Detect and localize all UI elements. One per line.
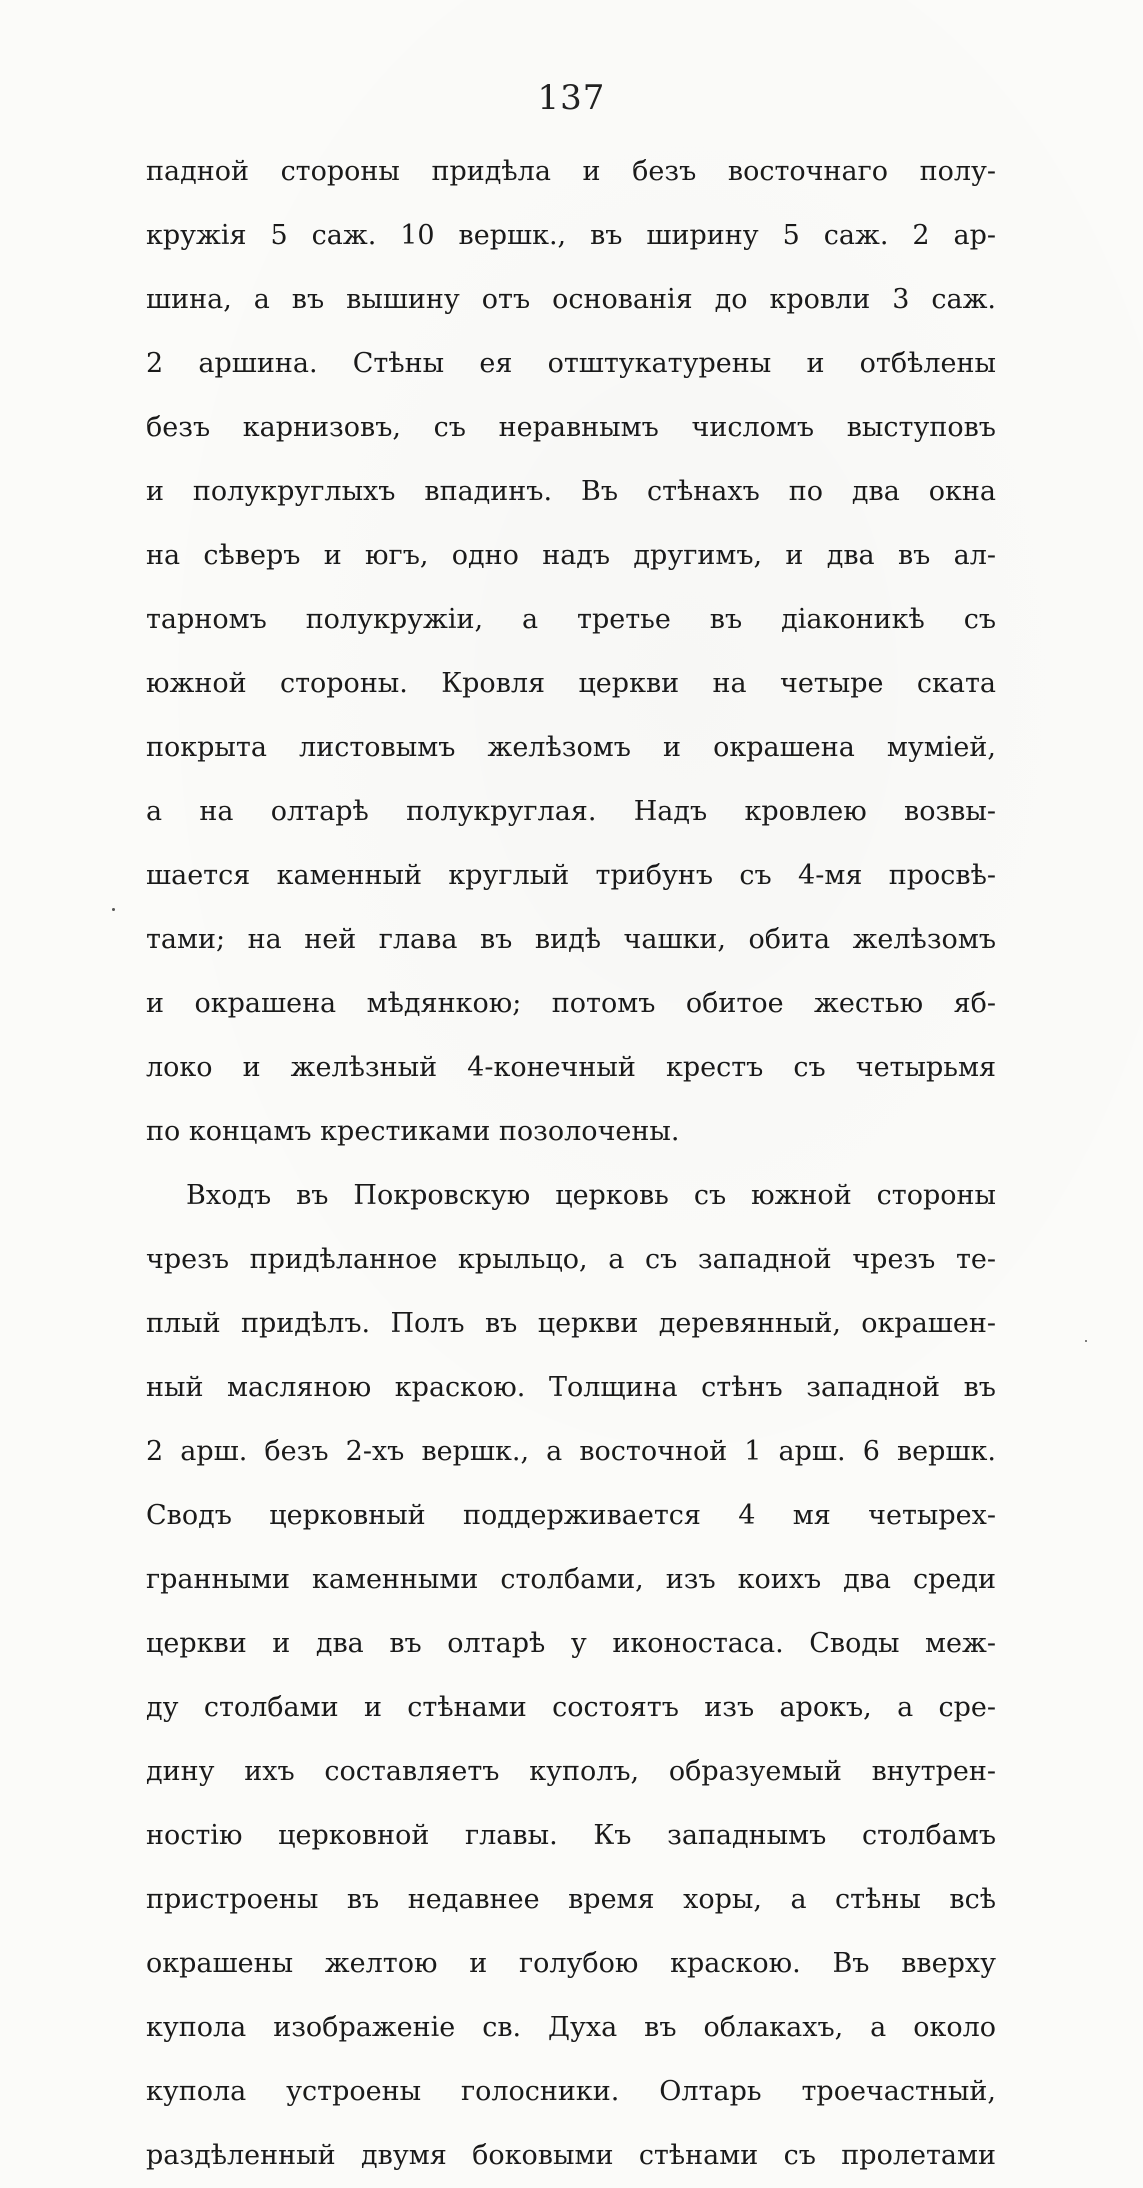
paper-speck <box>112 908 115 911</box>
text-line: шается каменный круглый трибунъ съ 4-мя просвѣ- <box>146 860 996 891</box>
text-line: тарномъ полукружіи, а третье въ діаконикѣ съ <box>146 604 996 635</box>
text-line: церкви и два въ олтарѣ у иконостаса. Своды меж- <box>146 1628 996 1659</box>
paragraph-first-line: Входъ въ Покровскую церковь съ южной стороны <box>186 1180 996 1211</box>
paper-speck <box>1085 1340 1087 1342</box>
text-line: локо и желѣзный 4-конечный крестъ съ четырьмя <box>146 1052 996 1083</box>
text-line: покрыта листовымъ желѣзомъ и окрашена муміей, <box>146 732 996 763</box>
body-text <box>146 140 996 2188</box>
text-line: 2 аршина. Стѣны ея отштукатурены и отбѣлены <box>146 348 996 379</box>
text-line: купола устроены голосники. Олтарь троечастный, <box>146 2076 996 2107</box>
text-line: и окрашена мѣдянкою; потомъ обитое жестью яб- <box>146 988 996 1019</box>
text-line: раздѣленный двумя боковыми стѣнами съ пролетами <box>146 2140 996 2171</box>
text-line: пристроены въ недавнее время хоры, а стѣны всѣ <box>146 1884 996 1915</box>
text-line: и полукруглыхъ впадинъ. Въ стѣнахъ по два окна <box>146 476 996 507</box>
text-line: ностію церковной главы. Къ западнымъ столбамъ <box>146 1820 996 1851</box>
text-line: а на олтарѣ полукруглая. Надъ кровлею возвы- <box>146 796 996 827</box>
text-line: гранными каменными столбами, изъ коихъ два среди <box>146 1564 996 1595</box>
text-line: по концамъ крестиками позолочены. <box>146 1116 680 1147</box>
page-number: 137 <box>537 78 606 118</box>
text-line: падной стороны придѣла и безъ восточнаго полу- <box>146 156 996 187</box>
text-line: тами; на ней глава въ видѣ чашки, обита желѣзомъ <box>146 924 996 955</box>
text-line: шина, а въ вышину отъ основанія до кровли 3 саж. <box>146 284 996 315</box>
text-line: плый придѣлъ. Полъ въ церкви деревянный, окрашен- <box>146 1308 996 1339</box>
text-line: кружія 5 саж. 10 вершк., въ ширину 5 саж. 2 ар- <box>146 220 996 251</box>
text-line: ду столбами и стѣнами состоятъ изъ арокъ, а сре- <box>146 1692 996 1723</box>
text-line: купола изображеніе св. Духа въ облакахъ, а около <box>146 2012 996 2043</box>
text-line: дину ихъ составляетъ куполъ, образуемый внутрен- <box>146 1756 996 1787</box>
text-line: безъ карнизовъ, съ неравнымъ числомъ выступовъ <box>146 412 996 443</box>
text-line: южной стороны. Кровля церкви на четыре ската <box>146 668 996 699</box>
text-line: чрезъ придѣланное крыльцо, а съ западной чрезъ те- <box>146 1244 996 1275</box>
text-line: окрашены желтою и голубою краскою. Въ вверху <box>146 1948 996 1979</box>
text-line: ный масляною краскою. Толщина стѣнъ западной въ <box>146 1372 996 1403</box>
text-line: на сѣверъ и югъ, одно надъ другимъ, и два въ ал- <box>146 540 996 571</box>
text-line: 2 арш. безъ 2-хъ вершк., а восточной 1 арш. 6 вершк. <box>146 1436 996 1467</box>
text-line: Сводъ церковный поддерживается 4 мя четырех- <box>146 1500 996 1531</box>
